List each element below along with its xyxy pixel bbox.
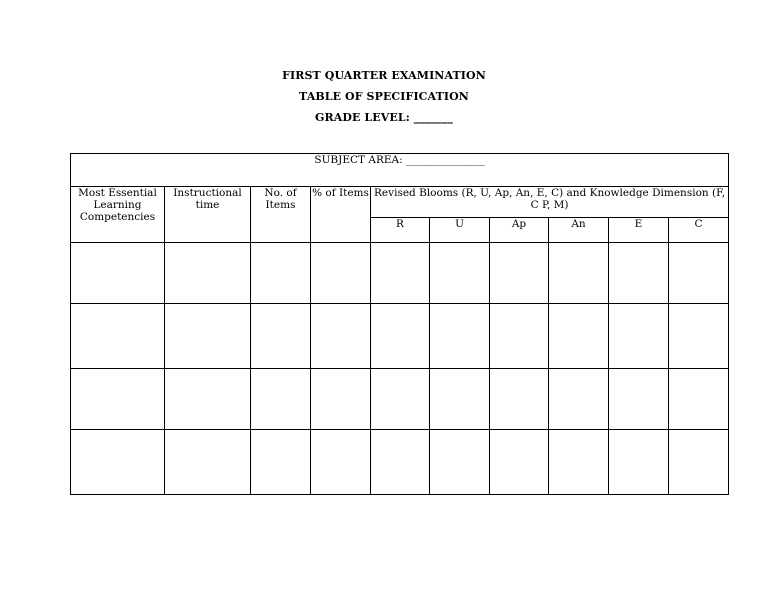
table-cell (430, 304, 490, 369)
table-cell (311, 369, 371, 430)
level-ap: Ap (490, 218, 549, 243)
table-cell (490, 304, 549, 369)
table-cell (490, 243, 549, 304)
header-no-of-items: No. of Items (251, 187, 311, 243)
table-cell (609, 430, 669, 495)
table-cell (609, 304, 669, 369)
table-cell (669, 430, 729, 495)
table-cell (430, 369, 490, 430)
specification-table (70, 153, 729, 495)
table-cell (430, 430, 490, 495)
table-cell (165, 430, 251, 495)
exam-title: FIRST QUARTER EXAMINATION (282, 69, 486, 82)
table-cell (549, 430, 609, 495)
table-cell (71, 243, 165, 304)
table-row (71, 304, 729, 369)
table-cell (71, 430, 165, 495)
tos-title: TABLE OF SPECIFICATION (299, 90, 469, 103)
table-cell (165, 369, 251, 430)
level-u: U (430, 218, 490, 243)
table-cell (71, 369, 165, 430)
table-cell (165, 243, 251, 304)
table-cell (669, 304, 729, 369)
table-cell (371, 243, 430, 304)
table-cell (371, 430, 430, 495)
table-row (71, 369, 729, 430)
header-percent-items: % of Items (311, 187, 371, 243)
subject-area: SUBJECT AREA: _______________ (71, 154, 729, 187)
table-cell (251, 304, 311, 369)
table-row (71, 430, 729, 495)
table-cell (669, 369, 729, 430)
table-cell (549, 243, 609, 304)
table-cell (430, 243, 490, 304)
table-cell (165, 304, 251, 369)
table-cell (669, 243, 729, 304)
header-instructional-time: Instructional time (165, 187, 251, 243)
level-an: An (549, 218, 609, 243)
table-cell (251, 430, 311, 495)
table-cell (490, 369, 549, 430)
table-row (71, 243, 729, 304)
level-e: E (609, 218, 669, 243)
table-cell (311, 430, 371, 495)
header-revised-blooms: Revised Blooms (R, U, Ap, An, E, C) and Knowledge Dimension (F, C P, M) (371, 187, 729, 218)
table-cell (609, 243, 669, 304)
table-cell (371, 304, 430, 369)
table-cell (251, 243, 311, 304)
table-cell (609, 369, 669, 430)
grade-level: GRADE LEVEL: _______ (315, 111, 453, 124)
table-cell (549, 369, 609, 430)
table-cell (490, 430, 549, 495)
table-cell (311, 304, 371, 369)
table-cell (71, 304, 165, 369)
header-competencies: Most Essential Learning Competencies (71, 187, 165, 243)
level-r: R (371, 218, 430, 243)
table-cell (311, 243, 371, 304)
level-c: C (669, 218, 729, 243)
table-cell (549, 304, 609, 369)
table-cell (371, 369, 430, 430)
table-cell (251, 369, 311, 430)
